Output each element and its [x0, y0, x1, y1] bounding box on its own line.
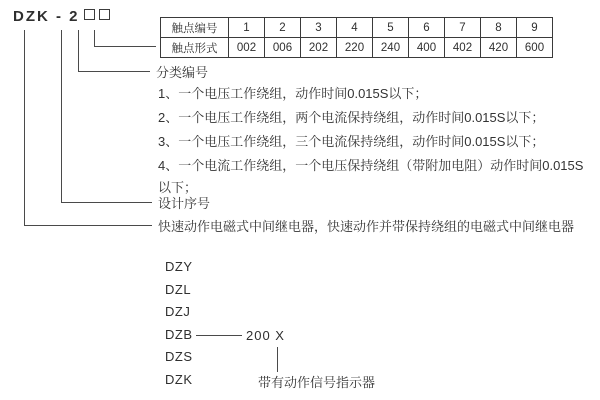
contact-number-cell: 7	[445, 18, 481, 38]
indicator-note: 带有动作信号指示器	[258, 375, 376, 390]
dzb-connector-line	[196, 335, 242, 336]
contact-form-cell: 400	[409, 38, 445, 58]
classification-item-2: 2、一个电压工作绕组，两个电流保持绕组，动作时间0.015S以下；	[158, 110, 545, 125]
series-item-dzy: DZY	[165, 259, 193, 274]
classification-label: 分类编号	[156, 65, 209, 80]
contact-form-cell: 600	[517, 38, 553, 58]
contact-form-cell: 240	[373, 38, 409, 58]
design-serial-label: 设计序号	[158, 196, 211, 211]
model-code	[13, 8, 110, 25]
classification-item-3: 3、一个电压工作绕组，三个电流保持绕组，动作时间0.015S以下；	[158, 134, 545, 149]
contact-number-cell: 9	[517, 18, 553, 38]
contact-table-header-row	[161, 18, 553, 38]
contact-form-cell: 220	[337, 38, 373, 58]
contact-number-cell: 3	[301, 18, 337, 38]
series-item-dzl: DZL	[165, 281, 192, 297]
contact-form-cell: 202	[301, 38, 337, 58]
classification-item-1: 1、一个电压工作绕组，动作时间0.015S以下；	[158, 86, 428, 101]
classification-item-4-cont: 以下；	[158, 180, 198, 195]
series-item-dzb: DZB	[165, 326, 193, 342]
leader-line-contact-form	[94, 30, 156, 47]
classification-item-4: 4、一个电流工作绕组，一个电压保持绕组（带附加电阻）动作时间0.015S	[158, 158, 584, 173]
contact-form-cell: 402	[445, 38, 481, 58]
series-list	[165, 256, 193, 391]
relay-type-label: 快速动作电磁式中间继电器，快速动作并带保持绕组的电磁式中间继电器	[158, 219, 575, 234]
contact-number-cell: 1	[229, 18, 265, 38]
contact-form-cell: 006	[265, 38, 301, 58]
contact-form-cell: 420	[481, 38, 517, 58]
indicator-leader-line	[277, 347, 278, 372]
dzb-example-value: 200 X	[246, 328, 285, 343]
contact-form-label: 触点形式	[161, 38, 229, 58]
contact-number-cell: 5	[373, 18, 409, 38]
model-placeholder-box-2	[99, 9, 110, 20]
model-placeholder-box-1	[84, 9, 95, 20]
series-item-dzj: DZJ	[165, 304, 191, 319]
contact-number-cell: 4	[337, 18, 373, 38]
contact-form-cell: 002	[229, 38, 265, 58]
contact-number-label: 触点编号	[161, 18, 229, 38]
series-item-dzs: DZS	[165, 349, 193, 364]
contact-table	[160, 17, 553, 58]
series-item-dzk: DZK	[165, 371, 193, 387]
contact-table-value-row	[161, 38, 553, 58]
contact-number-cell: 8	[481, 18, 517, 38]
contact-number-cell: 6	[409, 18, 445, 38]
contact-number-cell: 2	[265, 18, 301, 38]
model-code-text: DZK - 2	[13, 8, 80, 25]
